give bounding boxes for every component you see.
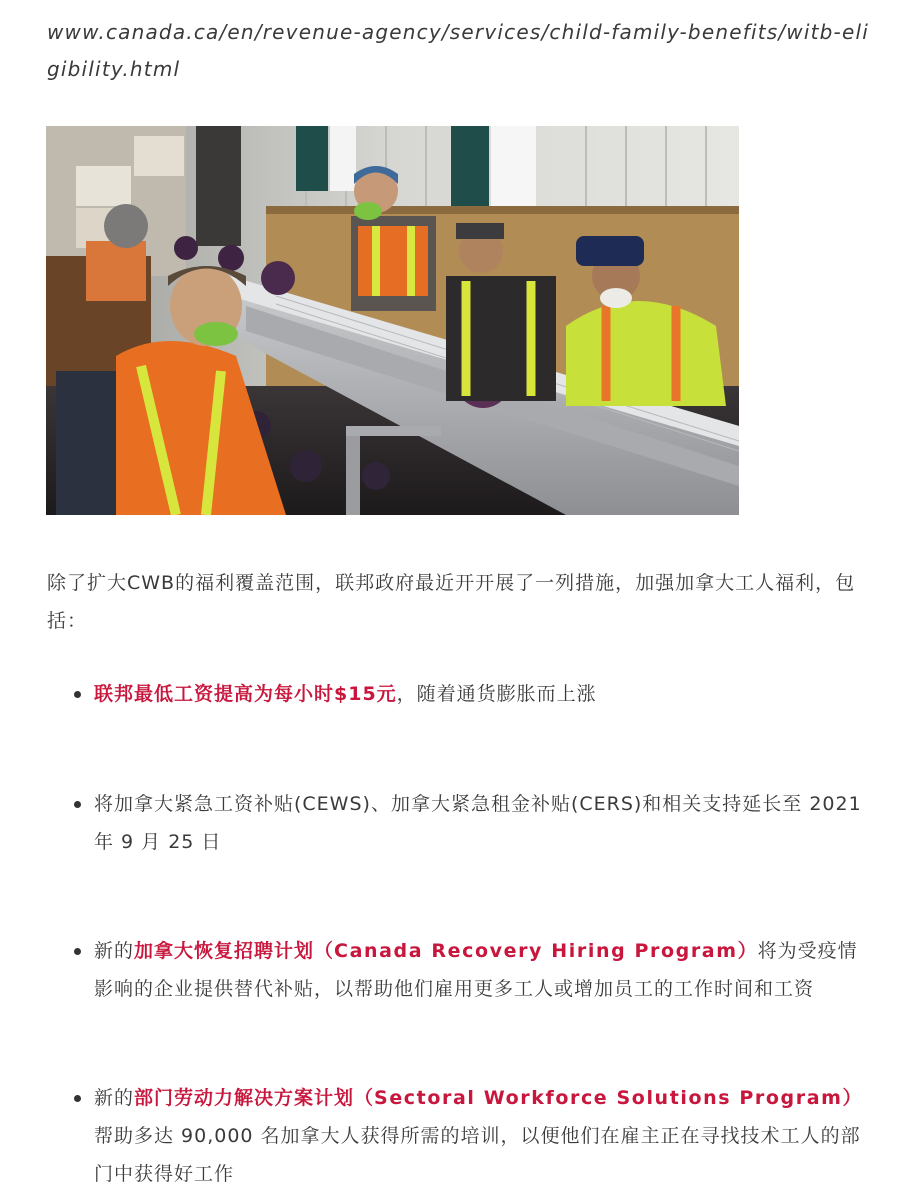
highlight-program-en: Sectoral Workforce Solutions Program (374, 1087, 843, 1109)
list-item-prefix: 新的 (94, 1087, 135, 1109)
list-item-text: 将为受疫情影响的企业提供替代补贴，以帮助他们雇用更多工人或增加员工的工作时间和工资 (94, 940, 858, 1000)
source-url[interactable]: www.canada.ca/en/revenue-agency/services/child-family-benefits/witb-eligibility.html (47, 20, 869, 81)
highlight-program-close: ） (737, 940, 758, 962)
highlight-min-wage: 联邦最低工资提高为每小时$15元 (94, 683, 397, 705)
list-item-text: 帮助多达 90,000 名加拿大人获得所需的培训，以便他们在雇主正在寻找技术工人的部门中获得好工作 (94, 1125, 861, 1185)
highlight-program-cn: 加拿大恢复招聘计划（ (134, 940, 335, 962)
list-item (94, 675, 876, 713)
list-item (94, 785, 876, 861)
list-item-prefix: 新的 (94, 940, 135, 962)
workers-photo (46, 126, 739, 515)
list-item-text: 将加拿大紧急工资补贴(CEWS)、加拿大紧急租金补贴(CERS)和相关支持延长至 2021 年 9 月 25 日 (94, 793, 862, 853)
list-item-text: ，随着通货膨胀而上涨 (396, 683, 597, 705)
highlight-program-cn: 部门劳动力解决方案计划（ (134, 1087, 375, 1109)
highlight-program-close: ） (842, 1087, 863, 1109)
list-item (94, 932, 876, 1008)
bullet-dot (74, 691, 81, 698)
bullet-dot (74, 948, 81, 955)
highlight-program-en: Canada Recovery Hiring Program (334, 940, 738, 962)
bullet-dot (74, 801, 81, 808)
bullet-dot (74, 1095, 81, 1102)
intro-paragraph: 除了扩大CWB的福利覆盖范围，联邦政府最近开开展了一列措施，加强加拿大工人福利，包括： (47, 572, 856, 632)
list-item (94, 1079, 876, 1193)
